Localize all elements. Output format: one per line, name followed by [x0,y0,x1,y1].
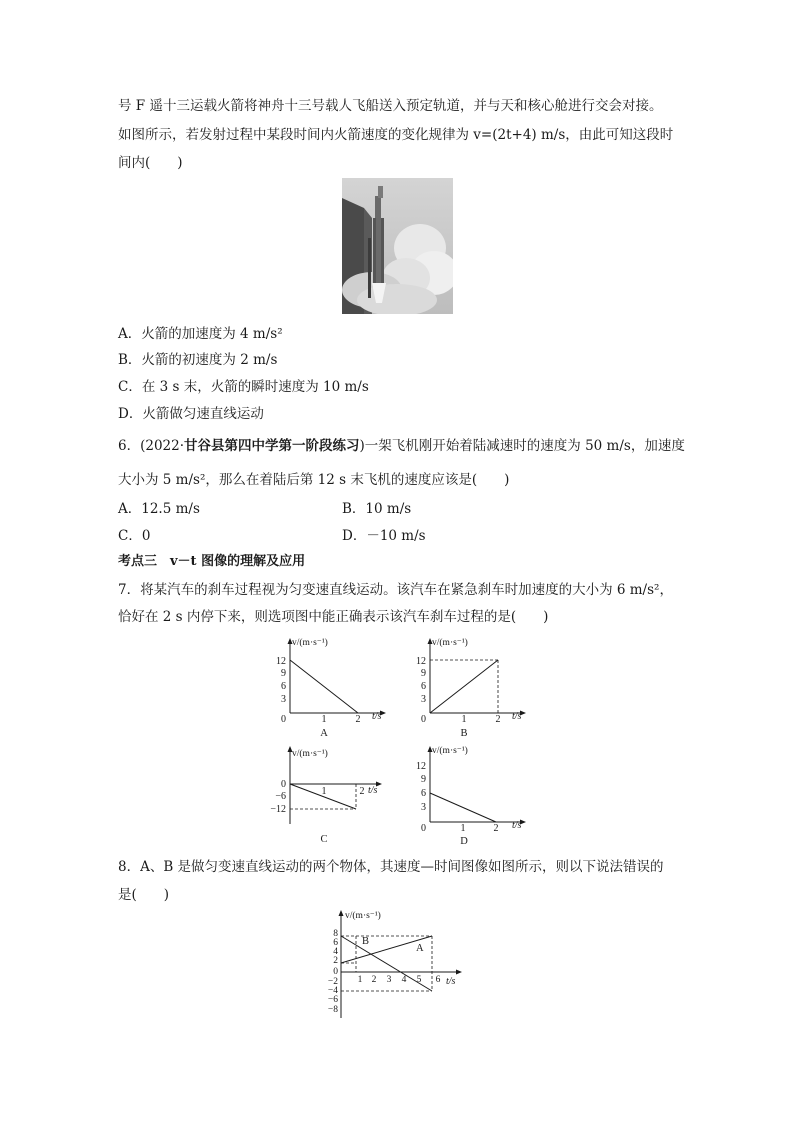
graph-a-ylabel: v/(m·s⁻¹) [292,638,328,648]
graph-c-ytick-0: 0 [281,779,286,790]
graph-a-caption: A [320,728,328,739]
graph-c-caption: C [320,834,328,845]
graph-a-series-line [290,660,358,713]
graph-d-series-line [430,793,496,822]
graph-a-ytick-9: 9 [281,668,286,679]
graph-b-xtick-1: 1 [461,714,467,725]
graph-q8-xlabel: t/s [446,976,456,987]
graph-q8-ytick-neg4: −4 [327,986,338,996]
graph-c-ylabel: v/(m·s⁻¹) [292,749,328,759]
graph-d [410,744,540,850]
graph-b-ytick-3: 3 [421,694,426,705]
graph-a-xtick-1: 1 [321,714,327,725]
q6-option-c: C．0 [118,528,151,544]
graph-c-xlabel: t/s [368,785,378,796]
graph-c-xtick-2: 2 [359,786,365,797]
q5-line-3: 间内( ) [118,155,183,171]
q5-option-c: C．在 3 s 末，火箭的瞬时速度为 10 m/s [118,379,369,395]
graph-q8-xtick-2: 2 [371,975,377,985]
graph-b-ytick-9: 9 [421,668,426,679]
graph-q8-ytick-6: 6 [333,938,338,948]
q7-line-1: 7．将某汽车的刹车过程视为匀变速直线运动。该汽车在紧急刹车时加速度的大小为 6 m/s²， [118,582,673,598]
graph-q8-label-b: B [362,936,370,947]
graph-q8-xtick-3: 3 [386,975,392,985]
graph-a [270,636,400,742]
graph-a-ytick-12: 12 [276,656,286,667]
section-heading: 考点三 v－t 图像的理解及应用 [118,554,306,569]
graph-q8-ytick-neg8: −8 [327,1005,338,1015]
graph-q8-ylabel: v/(m·s⁻¹) [345,911,381,921]
graph-d-ytick-9: 9 [421,774,426,785]
graph-q8-ytick-2: 2 [333,956,338,966]
graph-d-xtick-0: 0 [421,823,426,834]
graph-d-axes [428,746,527,825]
q7-line-2: 恰好在 2 s 内停下来，则选项图中能正确表示该汽车刹车过程的是( ) [118,609,549,625]
q5-option-d: D．火箭做匀速直线运动 [118,406,264,422]
graph-d-ytick-3: 3 [421,802,426,813]
q5-option-b: B．火箭的初速度为 2 m/s [118,352,278,368]
graph-q8-ytick-4: 4 [333,947,338,957]
q6-source: 甘谷县第四中学第一阶段练习 [184,438,360,454]
q6-prefix: 6．(2022· [118,438,185,454]
graph-q8-xtick-6: 6 [435,975,441,985]
graph-c-ytick-neg6: −6 [275,791,286,802]
graph-b-ylabel: v/(m·s⁻¹) [432,638,468,648]
graph-q8-xtick-5: 5 [416,975,422,985]
graph-a-ytick-6: 6 [281,681,286,692]
graph-a-xtick-2: 2 [355,714,361,725]
graph-b-xlabel: t/s [512,711,522,722]
graph-q8-xtick-1: 1 [357,975,363,985]
q6-option-b: B．10 m/s [342,501,412,517]
graph-q8-label-a: A [416,943,424,954]
graph-b [410,636,540,742]
q6-option-a: A．12.5 m/s [118,501,200,517]
graph-d-ylabel: v/(m·s⁻¹) [432,746,468,756]
graph-c-ytick-neg12: −12 [270,804,286,815]
graph-q8-ytick-neg6: −6 [327,995,338,1005]
graph-a-ytick-3: 3 [281,694,286,705]
q5-option-a: A．火箭的加速度为 4 m/s² [118,326,283,342]
graph-a-xtick-0: 0 [281,714,286,725]
graph-d-xtick-1: 1 [460,823,466,834]
q6-line-2: 大小为 5 m/s²，那么在着陆后第 12 s 末飞机的速度应该是( ) [118,472,510,488]
graph-a-axes [288,638,387,716]
graph-d-ytick-12: 12 [416,761,426,772]
q8-line-2: 是( ) [118,887,170,903]
graph-d-caption: D [460,836,468,847]
graph-a-xlabel: t/s [372,711,382,722]
q6-line-1-rest: )一架飞机刚开始着陆减速时的速度为 50 m/s，加速度 [359,438,685,454]
q8-line-1: 8．A、B 是做匀变速直线运动的两个物体，其速度—时间图像如图所示，则以下说法错误的 [118,859,664,875]
graph-c [270,744,400,850]
graph-d-ytick-6: 6 [421,788,426,799]
graph-b-xtick-2: 2 [495,714,501,725]
q5-line-1: 号 F 遥十三运载火箭将神舟十三号载人飞船送入预定轨道，并与天和核心舱进行交会对接。 [118,98,663,114]
graph-q8-ytick-0: 0 [333,967,338,977]
graph-b-caption: B [460,728,468,739]
graph-d-xlabel: t/s [512,820,522,831]
graph-q8-xtick-4: 4 [401,975,407,985]
graph-q8-axes [339,910,463,1018]
rocket-launch-photo [342,178,453,314]
graph-b-ytick-12: 12 [416,656,426,667]
graph-b-series-line [430,660,498,713]
graph-q8-ytick-8: 8 [333,929,338,939]
graph-b-ytick-6: 6 [421,681,426,692]
graph-q8 [318,906,478,1024]
graph-b-xtick-0: 0 [421,714,426,725]
graph-q8-ytick-neg2: −2 [327,977,338,987]
q6-line-1 [118,436,685,456]
q5-line-2: 如图所示，若发射过程中某段时间内火箭速度的变化规律为 v=(2t+4) m/s，由此可知这段时 [118,127,674,143]
graph-c-xtick-1: 1 [321,786,327,797]
q6-option-d: D．－10 m/s [342,528,426,544]
graph-d-xtick-2: 2 [493,823,499,834]
